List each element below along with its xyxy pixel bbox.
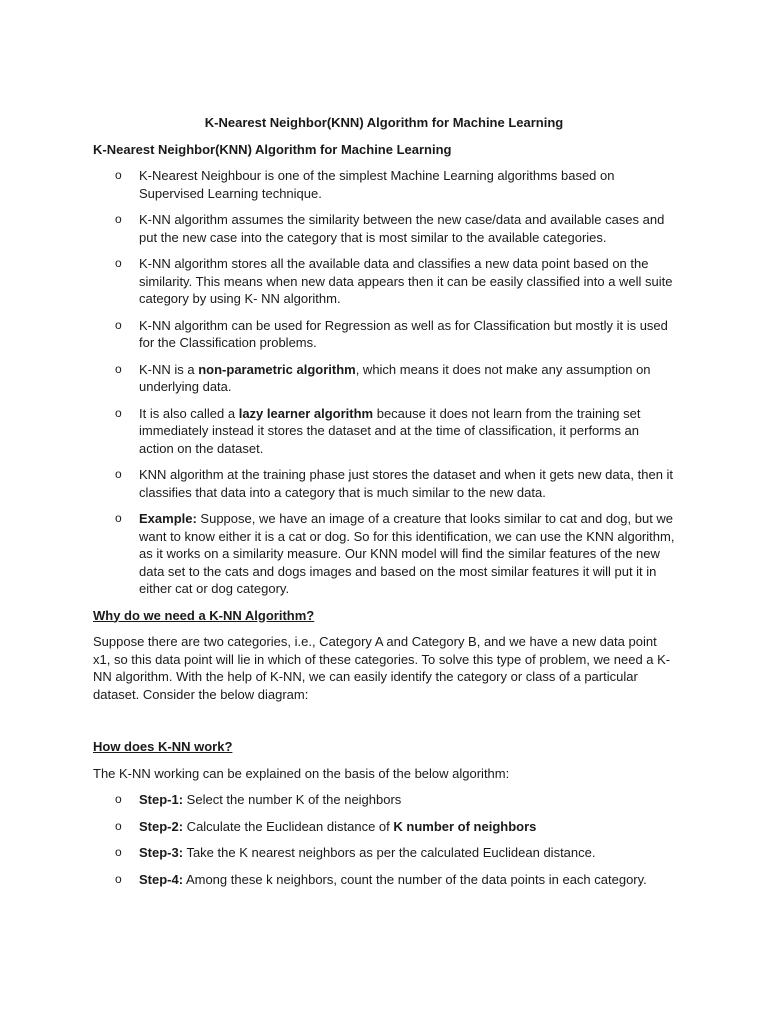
list-item-text: K-NN algorithm can be used for Regression as well as for Classification but mostly it is used for the Classification problems. — [139, 317, 668, 350]
bullet-icon: o — [115, 256, 122, 270]
step-text — [139, 845, 595, 860]
step-text — [139, 819, 536, 834]
bullet-icon: o — [115, 405, 122, 420]
bullet-icon: o — [115, 845, 122, 859]
bullet-icon: o — [115, 792, 122, 806]
bullet-icon: o — [115, 467, 122, 481]
list-item-text: K-Nearest Neighbour is one of the simplest Machine Learning algorithms based on Supervised Learning technique. — [139, 168, 615, 201]
bold-term: Example: — [139, 511, 197, 526]
bullet-icon: o — [115, 317, 122, 332]
text-run: Take the K nearest neighbors as per the calculated Euclidean distance. — [183, 845, 596, 860]
list-item-text: KNN algorithm at the training phase just stores the dataset and when it gets new data, then it classifies that data into a category that is much similar to the new data. — [139, 467, 674, 500]
step-label: Step-1: — [139, 792, 184, 807]
step-item — [93, 871, 675, 889]
text-run: Suppose, we have an image of a creature that looks similar to cat and dog, but we want to know either it is a cat or dog. So for this identification, we can use the KNN algorithm, as it works on a similarity measure. Our KNN model will find the similar features of the new data set to the cats and dogs images and based on the most similar features it will put it in either cat or dog category. — [139, 511, 675, 596]
document-title: K-Nearest Neighbor(KNN) Algorithm for Machine Learning — [204, 115, 564, 130]
text-run: Calculate the Euclidean distance of — [183, 818, 394, 834]
text-run: Among these k neighbors, count the number of the data points in each category. — [183, 871, 647, 887]
list-item-text: K-NN algorithm stores all the available data and classifies a new data point based on the similarity. This means when new data appears then it can be easily classified into a well suite category by using K- NN algorithm. — [139, 256, 673, 306]
how-paragraph: The K-NN working can be explained on the basis of the below algorithm: — [93, 765, 510, 781]
step-text — [139, 792, 401, 807]
why-heading: Why do we need a K-NN Algorithm? — [93, 607, 315, 623]
step-label: Step-3: — [139, 845, 184, 860]
step-label: Step-2: — [139, 818, 184, 834]
step-label: Step-4: — [139, 871, 184, 887]
list-item — [93, 317, 675, 352]
step-item — [93, 818, 675, 836]
list-item — [93, 211, 675, 246]
list-item — [93, 167, 675, 202]
text-run: because it does not learn from the training set immediately instead it stores the dataset and at the time of classification, it performs an action on the dataset. — [139, 405, 641, 456]
text-run: , which means it does not make any assumption on underlying data. — [139, 361, 651, 394]
bold-term: K number of neighbors — [393, 818, 537, 834]
step-item — [93, 844, 675, 862]
list-item — [93, 255, 675, 308]
list-item-text — [139, 362, 651, 395]
bold-term: lazy learner algorithm — [238, 405, 374, 421]
list-item-text — [139, 511, 674, 596]
list-item — [93, 510, 675, 598]
bullet-icon: o — [115, 871, 122, 886]
step-text — [139, 872, 647, 887]
step-item — [93, 791, 675, 809]
text-run: It is also called a — [139, 405, 239, 421]
bullet-icon: o — [115, 818, 122, 833]
steps-list — [93, 791, 675, 888]
bullet-icon: o — [115, 212, 122, 226]
text-run: Select the number K of the neighbors — [183, 792, 402, 807]
list-item — [93, 405, 675, 458]
bold-term: non-parametric algorithm — [198, 361, 356, 377]
list-item-text — [139, 406, 641, 456]
list-item — [93, 361, 675, 396]
section-title: K-Nearest Neighbor(KNN) Algorithm for Machine Learning — [93, 141, 452, 157]
bullet-icon: o — [115, 168, 122, 182]
intro-bullet-list — [93, 167, 675, 598]
why-paragraph: Suppose there are two categories, i.e., Category A and Category B, and we have a new data point x1, so this data point will lie in which of these categories. To solve this type of problem, we need a K-NN algorithm. With the help of K-NN, we can easily identify the category or class of a particular dataset. Consider the below diagram: — [93, 634, 671, 702]
list-item-text: K-NN algorithm assumes the similarity between the new case/data and available cases and put the new case into the category that is most similar to the available categories. — [139, 212, 665, 245]
bullet-icon: o — [115, 361, 122, 376]
text-run: K-NN is a — [139, 361, 199, 377]
list-item — [93, 466, 675, 501]
bullet-icon: o — [115, 511, 122, 525]
how-heading: How does K-NN work? — [93, 739, 233, 754]
diagram-placeholder-gap — [93, 712, 675, 738]
document-body — [93, 114, 675, 897]
